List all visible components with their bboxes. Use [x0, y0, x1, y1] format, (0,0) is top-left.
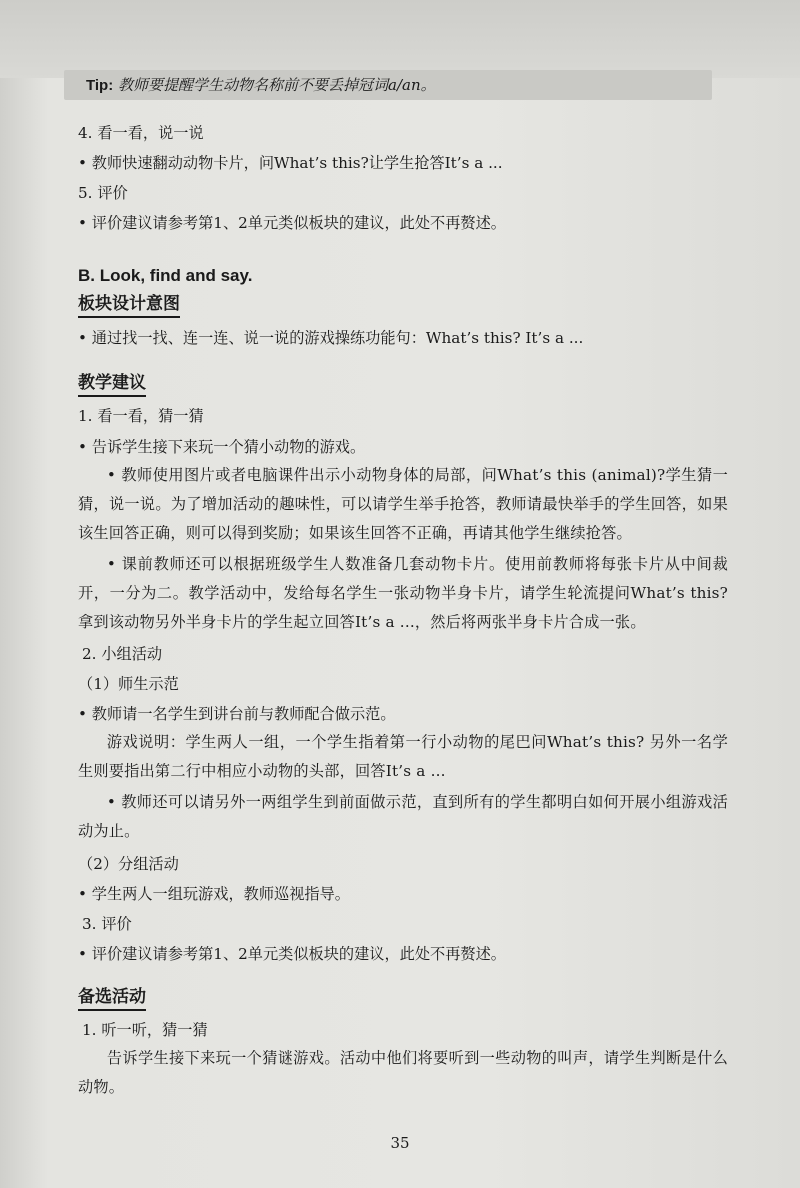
step-4-title: 4. 看一看，说一说: [78, 124, 204, 142]
page-number: 35: [390, 1134, 410, 1152]
activity-1-text-c: • 课前教师还可以根据班级学生人数准备几套动物卡片。使用前教师将每张卡片从中间裁开，一分为二。教学活动中，发给每名学生一张动物半身卡片，请学生轮流提问What’s this?拿到该动物另外半身卡片的学生起立回答It’s a ...，然后将两张半身卡片合成一张。: [78, 555, 728, 631]
optional-activity-heading: 备选活动: [78, 986, 146, 1011]
activity-2-title: 2. 小组活动: [82, 645, 163, 663]
step-4-text: • 教师快速翻动动物卡片，问What’s this?让学生抢答It’s a ...: [78, 154, 503, 172]
tip-text: 教师要提醒学生动物名称前不要丢掉冠词a/an。: [118, 76, 436, 94]
tip-box: [64, 70, 712, 100]
activity-2-text-a: • 教师请一名学生到讲台前与教师配合做示范。: [78, 705, 396, 723]
step-3-text: • 评价建议请参考第1、2单元类似板块的建议，此处不再赘述。: [78, 945, 506, 963]
bleed-through-band: [0, 0, 800, 78]
step-3-title: 3. 评价: [82, 915, 132, 933]
tip-label: Tip:: [86, 77, 114, 94]
activity-2-sub-2: （2）分组活动: [78, 855, 179, 873]
activity-2-text-c: • 学生两人一组玩游戏，教师巡视指导。: [78, 885, 350, 903]
activity-2-text-b: • 教师还可以请另外一两组学生到前面做示范，直到所有的学生都明白如何开展小组游戏活动为止。: [78, 793, 728, 840]
step-5-text: • 评价建议请参考第1、2单元类似板块的建议，此处不再赘述。: [78, 214, 506, 232]
activity-2-sub-1: （1）师生示范: [78, 675, 179, 693]
teaching-suggestion-heading: 教学建议: [78, 372, 146, 397]
design-intent-heading: 板块设计意图: [78, 293, 180, 318]
section-b-title: B. Look, find and say.: [78, 266, 253, 285]
step-5-title: 5. 评价: [78, 184, 128, 202]
optional-activity-1-text: 告诉学生接下来玩一个猜谜游戏。活动中他们将要听到一些动物的叫声，请学生判断是什么动物。: [78, 1049, 728, 1096]
activity-2-game-rules: 游戏说明：学生两人一组，一个学生指着第一行小动物的尾巴问What’s this? 另外一名学生则要指出第二行中相应小动物的头部，回答It’s a ...: [78, 733, 728, 780]
activity-1-text-a: • 告诉学生接下来玩一个猜小动物的游戏。: [78, 438, 366, 456]
activity-1-title: 1. 看一看，猜一猜: [78, 407, 204, 425]
activity-1-text-b: • 教师使用图片或者电脑课件出示小动物身体的局部，问What’s this (animal)?学生猜一猜，说一说。为了增加活动的趣味性，可以请学生举手抢答，教师请最快举手的学生回答，如果该生回答正确，则可以得到奖励；如果该生回答不正确，再请其他学生继续抢答。: [78, 466, 728, 542]
page-content: [78, 122, 728, 1102]
design-intent-text: • 通过找一找、连一连、说一说的游戏操练功能句：What’s this? It’s a ...: [78, 329, 584, 347]
optional-activity-1-title: 1. 听一听，猜一猜: [82, 1021, 208, 1039]
